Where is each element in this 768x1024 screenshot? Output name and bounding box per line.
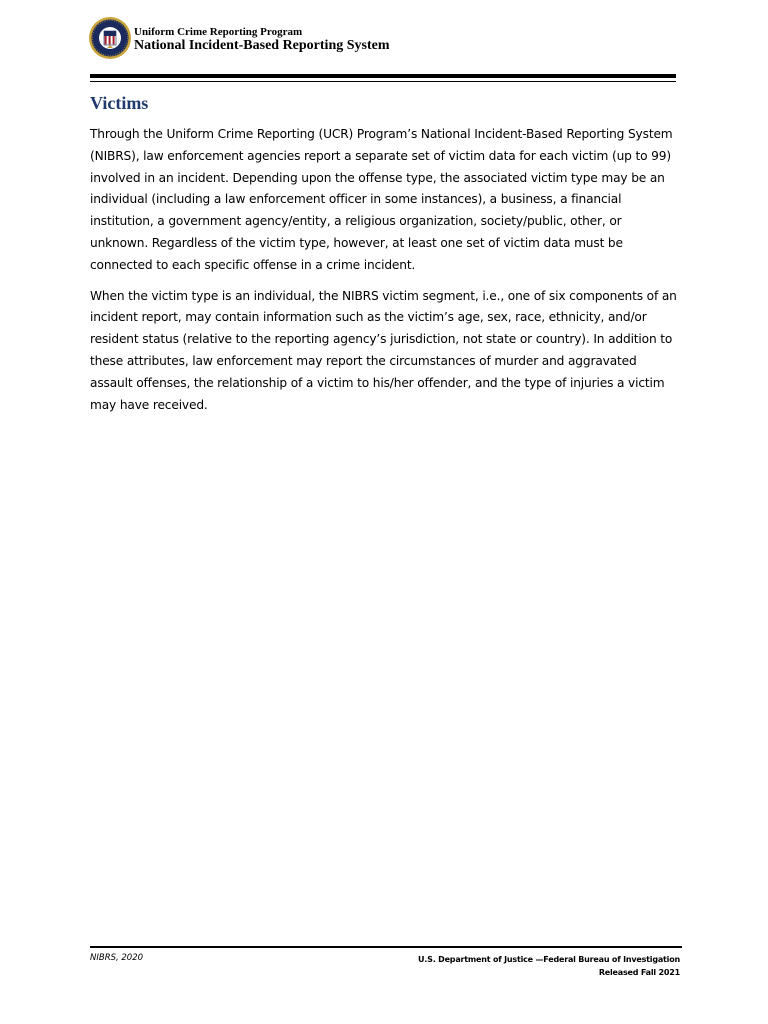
header-rule-thin (90, 81, 676, 82)
footer-rule (90, 946, 682, 948)
paragraph: Through the Uniform Crime Reporting (UCR) Program’s National Incident-Based Reporting System (NIBRS), law enforcement agencies report a separate set of victim data for each victim (up to 99) involved in an incident. Depending upon the offense type, the associated victim type may be an individual (including a law enforcement officer in some instances), a business, a financial institution, a government agency/entity, a religious organization, society/public, other, or unknown. Regardless of the victim type, however, at least one set of victim data must be connected to each specific offense in a crime incident. (90, 127, 673, 272)
system-name: National Incident-Based Reporting System (134, 38, 390, 54)
program-name: Uniform Crime Reporting Program (134, 26, 303, 38)
page-title: Victims (90, 93, 149, 113)
fbi-seal-icon (88, 16, 132, 60)
footer-department: U.S. Department of Justice —Federal Bureau of Investigation (418, 955, 680, 964)
paragraph: When the victim type is an individual, the NIBRS victim segment, i.e., one of six components of an incident report, may contain information such as the victim’s age, sex, race, ethnicity, and/or resident status (relative to the reporting agency’s jurisdiction, not state or country). In addition to these attributes, law enforcement may report the circumstances of murder and aggravated assault offenses, the relationship of a victim to his/her offender, and the type of injuries a victim may have received. (90, 288, 677, 412)
footer-release: Released Fall 2021 (598, 968, 680, 977)
footer-attribution (418, 953, 680, 979)
header-titles (134, 26, 390, 53)
page-header (88, 16, 678, 64)
footer-report-label: NIBRS, 2020 (90, 953, 144, 963)
header-rule-thick (90, 74, 676, 78)
main-content (90, 93, 680, 425)
